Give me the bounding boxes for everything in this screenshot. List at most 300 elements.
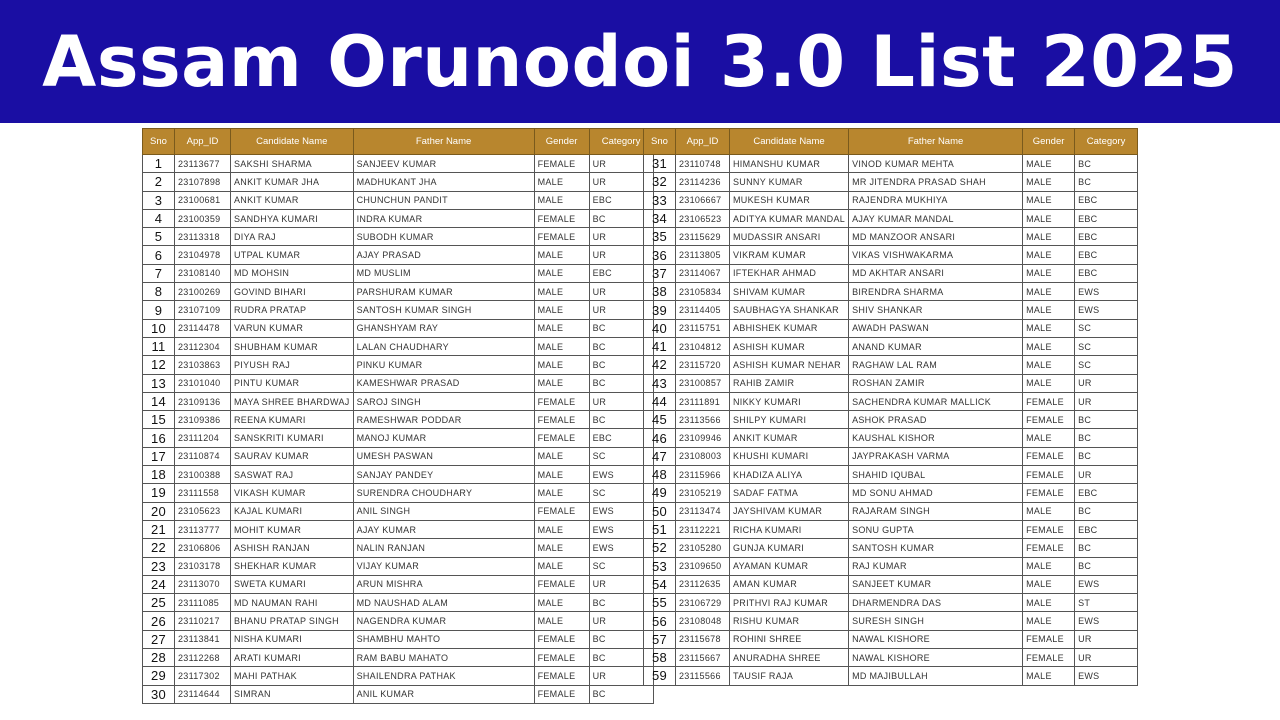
- cell-sno: 31: [644, 155, 676, 173]
- cell-gender: FEMALE: [1023, 466, 1075, 484]
- cell-gender: MALE: [534, 356, 589, 374]
- cell-app-id: 23112221: [676, 520, 730, 538]
- cell-category: EWS: [589, 502, 653, 520]
- table-row: [143, 337, 654, 355]
- table-row: [644, 447, 1138, 465]
- cell-app-id: 23105834: [676, 283, 730, 301]
- table-row: [644, 228, 1138, 246]
- cell-father-name: AWADH PASWAN: [849, 319, 1023, 337]
- cell-candidate-name: VIKRAM KUMAR: [730, 246, 849, 264]
- cell-gender: FEMALE: [534, 429, 589, 447]
- cell-candidate-name: SAUBHAGYA SHANKAR: [730, 301, 849, 319]
- cell-gender: FEMALE: [1023, 392, 1075, 410]
- cell-father-name: ARUN MISHRA: [353, 575, 534, 593]
- cell-candidate-name: RAHIB ZAMIR: [730, 374, 849, 392]
- cell-gender: MALE: [534, 447, 589, 465]
- cell-app-id: 23100681: [175, 191, 231, 209]
- cell-candidate-name: ABHISHEK KUMAR: [730, 319, 849, 337]
- cell-gender: FEMALE: [534, 685, 589, 703]
- cell-sno: 4: [143, 209, 175, 227]
- cell-candidate-name: NIKKY KUMARI: [730, 392, 849, 410]
- cell-category: EWS: [1075, 283, 1138, 301]
- cell-candidate-name: MOHIT KUMAR: [231, 520, 354, 538]
- table-row: [143, 649, 654, 667]
- cell-candidate-name: PINTU KUMAR: [231, 374, 354, 392]
- header-candidate-name: Candidate Name: [730, 129, 849, 155]
- header-sno: Sno: [143, 129, 175, 155]
- cell-father-name: AJAY PRASAD: [353, 246, 534, 264]
- cell-father-name: VIJAY KUMAR: [353, 557, 534, 575]
- table-row: [143, 319, 654, 337]
- cell-father-name: RAJ KUMAR: [849, 557, 1023, 575]
- header-gender: Gender: [1023, 129, 1075, 155]
- cell-gender: MALE: [1023, 575, 1075, 593]
- cell-gender: FEMALE: [534, 228, 589, 246]
- cell-candidate-name: SAKSHI SHARMA: [231, 155, 354, 173]
- cell-app-id: 23112268: [175, 649, 231, 667]
- cell-category: EWS: [1075, 612, 1138, 630]
- cell-gender: MALE: [1023, 612, 1075, 630]
- cell-gender: MALE: [1023, 429, 1075, 447]
- table-row: [143, 630, 654, 648]
- cell-sno: 40: [644, 319, 676, 337]
- table-row: [143, 502, 654, 520]
- cell-sno: 29: [143, 667, 175, 685]
- cell-app-id: 23113566: [676, 411, 730, 429]
- cell-sno: 5: [143, 228, 175, 246]
- cell-sno: 54: [644, 575, 676, 593]
- cell-gender: FEMALE: [534, 630, 589, 648]
- cell-father-name: PARSHURAM KUMAR: [353, 283, 534, 301]
- cell-gender: FEMALE: [534, 667, 589, 685]
- cell-candidate-name: SADAF FATMA: [730, 484, 849, 502]
- cell-gender: FEMALE: [534, 411, 589, 429]
- cell-candidate-name: DIYA RAJ: [231, 228, 354, 246]
- cell-candidate-name: REENA KUMARI: [231, 411, 354, 429]
- cell-father-name: VIKAS VISHWAKARMA: [849, 246, 1023, 264]
- cell-sno: 46: [644, 429, 676, 447]
- cell-candidate-name: AMAN KUMAR: [730, 575, 849, 593]
- cell-gender: MALE: [1023, 283, 1075, 301]
- cell-sno: 50: [644, 502, 676, 520]
- cell-app-id: 23103863: [175, 356, 231, 374]
- cell-category: SC: [589, 557, 653, 575]
- cell-sno: 12: [143, 356, 175, 374]
- cell-app-id: 23104978: [175, 246, 231, 264]
- cell-app-id: 23106523: [676, 209, 730, 227]
- cell-sno: 22: [143, 539, 175, 557]
- cell-candidate-name: SHUBHAM KUMAR: [231, 337, 354, 355]
- cell-app-id: 23111204: [175, 429, 231, 447]
- cell-app-id: 23111558: [175, 484, 231, 502]
- cell-father-name: SUBODH KUMAR: [353, 228, 534, 246]
- table-row: [644, 209, 1138, 227]
- cell-father-name: AJAY KUMAR MANDAL: [849, 209, 1023, 227]
- cell-app-id: 23105219: [676, 484, 730, 502]
- cell-category: UR: [1075, 466, 1138, 484]
- cell-sno: 3: [143, 191, 175, 209]
- cell-sno: 41: [644, 337, 676, 355]
- cell-candidate-name: UTPAL KUMAR: [231, 246, 354, 264]
- table-row: [644, 246, 1138, 264]
- cell-sno: 13: [143, 374, 175, 392]
- cell-category: EWS: [1075, 575, 1138, 593]
- cell-app-id: 23111891: [676, 392, 730, 410]
- cell-candidate-name: ANKIT KUMAR JHA: [231, 173, 354, 191]
- table-row: [143, 685, 654, 703]
- cell-category: UR: [1075, 630, 1138, 648]
- cell-gender: MALE: [1023, 301, 1075, 319]
- cell-gender: MALE: [1023, 502, 1075, 520]
- cell-gender: MALE: [534, 173, 589, 191]
- cell-category: EWS: [1075, 301, 1138, 319]
- table-row: [644, 539, 1138, 557]
- cell-candidate-name: AYAMAN KUMAR: [730, 557, 849, 575]
- cell-father-name: SURESH SINGH: [849, 612, 1023, 630]
- cell-candidate-name: BHANU PRATAP SINGH: [231, 612, 354, 630]
- table-row: [143, 301, 654, 319]
- table-row: [143, 191, 654, 209]
- cell-category: BC: [1075, 557, 1138, 575]
- cell-gender: MALE: [1023, 191, 1075, 209]
- list-table-left: [142, 128, 654, 704]
- cell-category: EBC: [1075, 264, 1138, 282]
- cell-category: UR: [589, 575, 653, 593]
- cell-category: UR: [589, 283, 653, 301]
- table-row: [644, 649, 1138, 667]
- cell-candidate-name: ANURADHA SHREE: [730, 649, 849, 667]
- cell-father-name: PINKU KUMAR: [353, 356, 534, 374]
- cell-app-id: 23115566: [676, 667, 730, 685]
- cell-father-name: SANJAY PANDEY: [353, 466, 534, 484]
- cell-app-id: 23110874: [175, 447, 231, 465]
- cell-category: BC: [589, 649, 653, 667]
- table-row: [143, 575, 654, 593]
- cell-father-name: LALAN CHAUDHARY: [353, 337, 534, 355]
- cell-app-id: 23107109: [175, 301, 231, 319]
- cell-sno: 33: [644, 191, 676, 209]
- cell-sno: 47: [644, 447, 676, 465]
- cell-gender: MALE: [1023, 594, 1075, 612]
- cell-candidate-name: MAYA SHREE BHARDWAJ: [231, 392, 354, 410]
- cell-sno: 24: [143, 575, 175, 593]
- table-row: [644, 612, 1138, 630]
- cell-app-id: 23115720: [676, 356, 730, 374]
- cell-category: EBC: [1075, 520, 1138, 538]
- cell-father-name: KAMESHWAR PRASAD: [353, 374, 534, 392]
- cell-sno: 34: [644, 209, 676, 227]
- cell-sno: 56: [644, 612, 676, 630]
- cell-father-name: KAUSHAL KISHOR: [849, 429, 1023, 447]
- cell-gender: MALE: [534, 301, 589, 319]
- cell-gender: MALE: [1023, 264, 1075, 282]
- table-row: [644, 301, 1138, 319]
- cell-gender: MALE: [534, 466, 589, 484]
- title-banner: [0, 0, 1280, 123]
- cell-father-name: AJAY KUMAR: [353, 520, 534, 538]
- table-row: [644, 264, 1138, 282]
- table-row: [143, 557, 654, 575]
- cell-sno: 27: [143, 630, 175, 648]
- cell-gender: MALE: [1023, 209, 1075, 227]
- cell-father-name: SANJEEV KUMAR: [353, 155, 534, 173]
- table-row: [644, 484, 1138, 502]
- cell-category: EBC: [1075, 484, 1138, 502]
- cell-father-name: CHUNCHUN PANDIT: [353, 191, 534, 209]
- table-row: [143, 447, 654, 465]
- cell-sno: 15: [143, 411, 175, 429]
- cell-sno: 6: [143, 246, 175, 264]
- cell-sno: 26: [143, 612, 175, 630]
- cell-gender: MALE: [534, 484, 589, 502]
- cell-app-id: 23100388: [175, 466, 231, 484]
- cell-category: BC: [1075, 502, 1138, 520]
- cell-category: BC: [589, 356, 653, 374]
- cell-app-id: 23104812: [676, 337, 730, 355]
- cell-category: SC: [1075, 319, 1138, 337]
- cell-sno: 59: [644, 667, 676, 685]
- cell-app-id: 23106667: [676, 191, 730, 209]
- cell-father-name: SONU GUPTA: [849, 520, 1023, 538]
- cell-sno: 55: [644, 594, 676, 612]
- cell-gender: MALE: [1023, 337, 1075, 355]
- cell-app-id: 23109946: [676, 429, 730, 447]
- cell-candidate-name: KHADIZA ALIYA: [730, 466, 849, 484]
- cell-father-name: SANTOSH KUMAR SINGH: [353, 301, 534, 319]
- cell-category: BC: [1075, 173, 1138, 191]
- cell-father-name: NAWAL KISHORE: [849, 649, 1023, 667]
- cell-father-name: MD MANZOOR ANSARI: [849, 228, 1023, 246]
- cell-sno: 21: [143, 520, 175, 538]
- cell-app-id: 23113070: [175, 575, 231, 593]
- cell-gender: FEMALE: [1023, 539, 1075, 557]
- cell-candidate-name: SANSKRITI KUMARI: [231, 429, 354, 447]
- cell-sno: 51: [644, 520, 676, 538]
- header-sno: Sno: [644, 129, 676, 155]
- cell-gender: FEMALE: [1023, 630, 1075, 648]
- table-row: [143, 594, 654, 612]
- cell-father-name: ROSHAN ZAMIR: [849, 374, 1023, 392]
- cell-sno: 49: [644, 484, 676, 502]
- cell-candidate-name: SASWAT RAJ: [231, 466, 354, 484]
- table-row: [644, 191, 1138, 209]
- cell-father-name: SHIV SHANKAR: [849, 301, 1023, 319]
- cell-father-name: SURENDRA CHOUDHARY: [353, 484, 534, 502]
- cell-candidate-name: TAUSIF RAJA: [730, 667, 849, 685]
- cell-sno: 57: [644, 630, 676, 648]
- table-row: [143, 228, 654, 246]
- cell-father-name: JAYPRAKASH VARMA: [849, 447, 1023, 465]
- cell-app-id: 23109650: [676, 557, 730, 575]
- cell-sno: 43: [644, 374, 676, 392]
- cell-father-name: SHAHID IQUBAL: [849, 466, 1023, 484]
- table-row: [644, 374, 1138, 392]
- cell-candidate-name: SAURAV KUMAR: [231, 447, 354, 465]
- cell-candidate-name: ASHISH KUMAR NEHAR: [730, 356, 849, 374]
- cell-app-id: 23115667: [676, 649, 730, 667]
- header-father-name: Father Name: [353, 129, 534, 155]
- cell-gender: MALE: [534, 539, 589, 557]
- cell-father-name: NAGENDRA KUMAR: [353, 612, 534, 630]
- cell-sno: 30: [143, 685, 175, 703]
- cell-category: EBC: [589, 264, 653, 282]
- cell-gender: MALE: [1023, 374, 1075, 392]
- cell-father-name: SANTOSH KUMAR: [849, 539, 1023, 557]
- cell-sno: 9: [143, 301, 175, 319]
- cell-app-id: 23100359: [175, 209, 231, 227]
- cell-gender: MALE: [1023, 356, 1075, 374]
- cell-category: EWS: [589, 539, 653, 557]
- cell-gender: MALE: [534, 520, 589, 538]
- cell-gender: MALE: [1023, 173, 1075, 191]
- cell-father-name: MD MUSLIM: [353, 264, 534, 282]
- cell-gender: FEMALE: [534, 209, 589, 227]
- table-row: [143, 209, 654, 227]
- cell-candidate-name: VIKASH KUMAR: [231, 484, 354, 502]
- cell-category: UR: [589, 612, 653, 630]
- cell-category: EBC: [1075, 228, 1138, 246]
- cell-category: EBC: [589, 191, 653, 209]
- cell-candidate-name: MD NAUMAN RAHI: [231, 594, 354, 612]
- table-row: [143, 264, 654, 282]
- cell-category: UR: [589, 667, 653, 685]
- cell-sno: 28: [143, 649, 175, 667]
- cell-candidate-name: PRITHVI RAJ KUMAR: [730, 594, 849, 612]
- table-row: [143, 283, 654, 301]
- table-row: [143, 484, 654, 502]
- cell-father-name: MD SONU AHMAD: [849, 484, 1023, 502]
- cell-app-id: 23105280: [676, 539, 730, 557]
- cell-app-id: 23112635: [676, 575, 730, 593]
- cell-sno: 2: [143, 173, 175, 191]
- cell-category: UR: [1075, 374, 1138, 392]
- cell-app-id: 23105623: [175, 502, 231, 520]
- cell-category: UR: [589, 392, 653, 410]
- cell-category: BC: [1075, 539, 1138, 557]
- cell-candidate-name: SANDHYA KUMARI: [231, 209, 354, 227]
- cell-candidate-name: MUKESH KUMAR: [730, 191, 849, 209]
- cell-category: EWS: [589, 520, 653, 538]
- cell-father-name: INDRA KUMAR: [353, 209, 534, 227]
- cell-father-name: MD MAJIBULLAH: [849, 667, 1023, 685]
- cell-sno: 35: [644, 228, 676, 246]
- cell-gender: FEMALE: [1023, 649, 1075, 667]
- cell-app-id: 23115629: [676, 228, 730, 246]
- cell-category: BC: [589, 685, 653, 703]
- cell-app-id: 23113805: [676, 246, 730, 264]
- table-row: [644, 429, 1138, 447]
- cell-candidate-name: KHUSHI KUMARI: [730, 447, 849, 465]
- table-row: [644, 283, 1138, 301]
- cell-sno: 25: [143, 594, 175, 612]
- cell-candidate-name: JAYSHIVAM KUMAR: [730, 502, 849, 520]
- cell-sno: 53: [644, 557, 676, 575]
- cell-sno: 23: [143, 557, 175, 575]
- cell-app-id: 23117302: [175, 667, 231, 685]
- cell-category: BC: [589, 337, 653, 355]
- cell-category: BC: [589, 374, 653, 392]
- cell-gender: MALE: [1023, 667, 1075, 685]
- cell-candidate-name: SUNNY KUMAR: [730, 173, 849, 191]
- table-header-row: [143, 129, 654, 155]
- cell-father-name: GHANSHYAM RAY: [353, 319, 534, 337]
- cell-sno: 48: [644, 466, 676, 484]
- table-row: [644, 594, 1138, 612]
- list-table-right: [643, 128, 1138, 686]
- cell-category: SC: [1075, 337, 1138, 355]
- cell-candidate-name: GOVIND BIHARI: [231, 283, 354, 301]
- cell-father-name: MADHUKANT JHA: [353, 173, 534, 191]
- header-category: Category: [589, 129, 653, 155]
- cell-category: BC: [589, 594, 653, 612]
- cell-father-name: RAMESHWAR PODDAR: [353, 411, 534, 429]
- cell-app-id: 23114067: [676, 264, 730, 282]
- table-row: [644, 356, 1138, 374]
- cell-app-id: 23108140: [175, 264, 231, 282]
- cell-candidate-name: ANKIT KUMAR: [730, 429, 849, 447]
- cell-app-id: 23113677: [175, 155, 231, 173]
- cell-category: EBC: [1075, 246, 1138, 264]
- cell-father-name: NALIN RANJAN: [353, 539, 534, 557]
- cell-app-id: 23114478: [175, 319, 231, 337]
- cell-category: UR: [589, 155, 653, 173]
- cell-sno: 1: [143, 155, 175, 173]
- page-title: Assam Orunodoi 3.0 List 2025: [42, 20, 1238, 103]
- cell-sno: 37: [644, 264, 676, 282]
- cell-gender: MALE: [534, 191, 589, 209]
- table-row: [143, 392, 654, 410]
- cell-sno: 38: [644, 283, 676, 301]
- cell-father-name: MD NAUSHAD ALAM: [353, 594, 534, 612]
- cell-app-id: 23115678: [676, 630, 730, 648]
- table-row: [644, 411, 1138, 429]
- cell-gender: MALE: [1023, 228, 1075, 246]
- cell-father-name: MD AKHTAR ANSARI: [849, 264, 1023, 282]
- cell-app-id: 23106729: [676, 594, 730, 612]
- table-row: [644, 667, 1138, 685]
- cell-category: BC: [1075, 411, 1138, 429]
- cell-sno: 14: [143, 392, 175, 410]
- cell-father-name: SHAILENDRA PATHAK: [353, 667, 534, 685]
- cell-sno: 32: [644, 173, 676, 191]
- cell-candidate-name: SWETA KUMARI: [231, 575, 354, 593]
- cell-father-name: ASHOK PRASAD: [849, 411, 1023, 429]
- cell-gender: FEMALE: [1023, 411, 1075, 429]
- cell-app-id: 23100857: [676, 374, 730, 392]
- cell-gender: FEMALE: [534, 649, 589, 667]
- table-row: [143, 155, 654, 173]
- cell-candidate-name: MD MOHSIN: [231, 264, 354, 282]
- cell-candidate-name: ROHINI SHREE: [730, 630, 849, 648]
- cell-gender: MALE: [534, 337, 589, 355]
- cell-candidate-name: MUDASSIR ANSARI: [730, 228, 849, 246]
- cell-sno: 18: [143, 466, 175, 484]
- table-row: [644, 155, 1138, 173]
- cell-category: BC: [589, 209, 653, 227]
- cell-gender: FEMALE: [1023, 484, 1075, 502]
- cell-category: EBC: [1075, 209, 1138, 227]
- cell-gender: MALE: [534, 612, 589, 630]
- cell-category: EBC: [589, 429, 653, 447]
- cell-sno: 17: [143, 447, 175, 465]
- cell-gender: FEMALE: [534, 155, 589, 173]
- cell-category: BC: [589, 411, 653, 429]
- cell-app-id: 23114236: [676, 173, 730, 191]
- table-row: [143, 356, 654, 374]
- cell-app-id: 23108003: [676, 447, 730, 465]
- cell-app-id: 23115966: [676, 466, 730, 484]
- cell-app-id: 23114644: [175, 685, 231, 703]
